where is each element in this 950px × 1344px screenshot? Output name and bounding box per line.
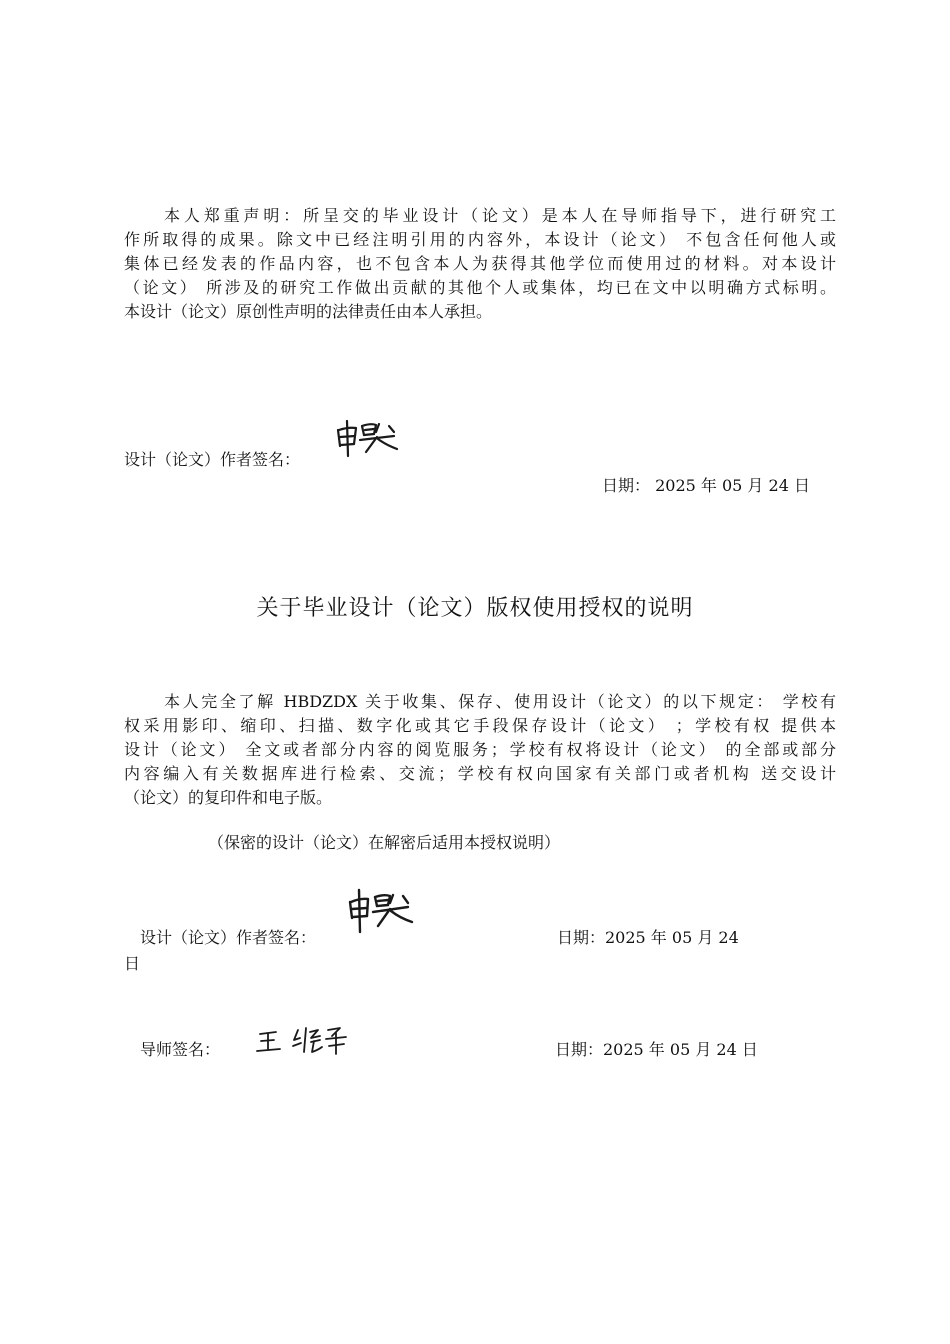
advisor-signature bbox=[254, 1022, 356, 1060]
declaration-line: 本人郑重声明：所呈交的毕业设计（论文）是本人在导师指导下，进行研究工 bbox=[164, 206, 836, 225]
authorization-line: 内容编入有关数据库进行检索、交流；学校有权向国家有关部门或者机构 送交设计 bbox=[124, 764, 836, 783]
advisor-date: 日期：2025 年 05 月 24 日 bbox=[555, 1040, 758, 1059]
declaration-author-signature bbox=[334, 418, 404, 460]
authorization-author-label: 设计（论文）作者签名： bbox=[140, 928, 317, 947]
declaration-author-label: 设计（论文）作者签名： bbox=[124, 450, 301, 469]
authorization-line: 本人完全了解 HBDZDX 关于收集、保存、使用设计（论文）的以下规定： 学校有 bbox=[164, 692, 836, 711]
declaration-paragraph bbox=[124, 204, 836, 324]
authorization-title: 关于毕业设计（论文）版权使用授权的说明 bbox=[256, 596, 694, 621]
declaration-line: 作所取得的成果。除文中已经注明引用的内容外，本设计（论文） 不包含任何他人或 bbox=[124, 230, 836, 249]
authorization-line: 权采用影印、缩印、扫描、数字化或其它手段保存设计（论文） ；学校有权 提供本 bbox=[124, 716, 836, 735]
declaration-date: 日期： 2025 年 05 月 24 日 bbox=[602, 476, 810, 495]
authorization-author-signature bbox=[346, 886, 418, 936]
authorization-line: （论文）的复印件和电子版。 bbox=[124, 788, 333, 807]
authorization-line: 设计（论文） 全文或者部分内容的阅览服务；学校有权将设计（论文） 的全部或部分 bbox=[124, 740, 836, 759]
authorization-author-date-tail: 日 bbox=[124, 954, 141, 973]
declaration-line: 本设计（论文）原创性声明的法律责任由本人承担。 bbox=[124, 302, 493, 321]
authorization-author-date: 日期：2025 年 05 月 24 bbox=[557, 928, 739, 947]
confidential-note: （保密的设计（论文）在解密后适用本授权说明） bbox=[208, 833, 561, 852]
advisor-label: 导师签名： bbox=[140, 1040, 221, 1059]
declaration-line: （论文） 所涉及的研究工作做出贡献的其他个人或集体，均已在文中以明确方式标明。 bbox=[124, 278, 836, 297]
authorization-paragraph bbox=[124, 690, 836, 810]
declaration-line: 集体已经发表的作品内容，也不包含本人为获得其他学位而使用过的材料。对本设计 bbox=[124, 254, 836, 273]
